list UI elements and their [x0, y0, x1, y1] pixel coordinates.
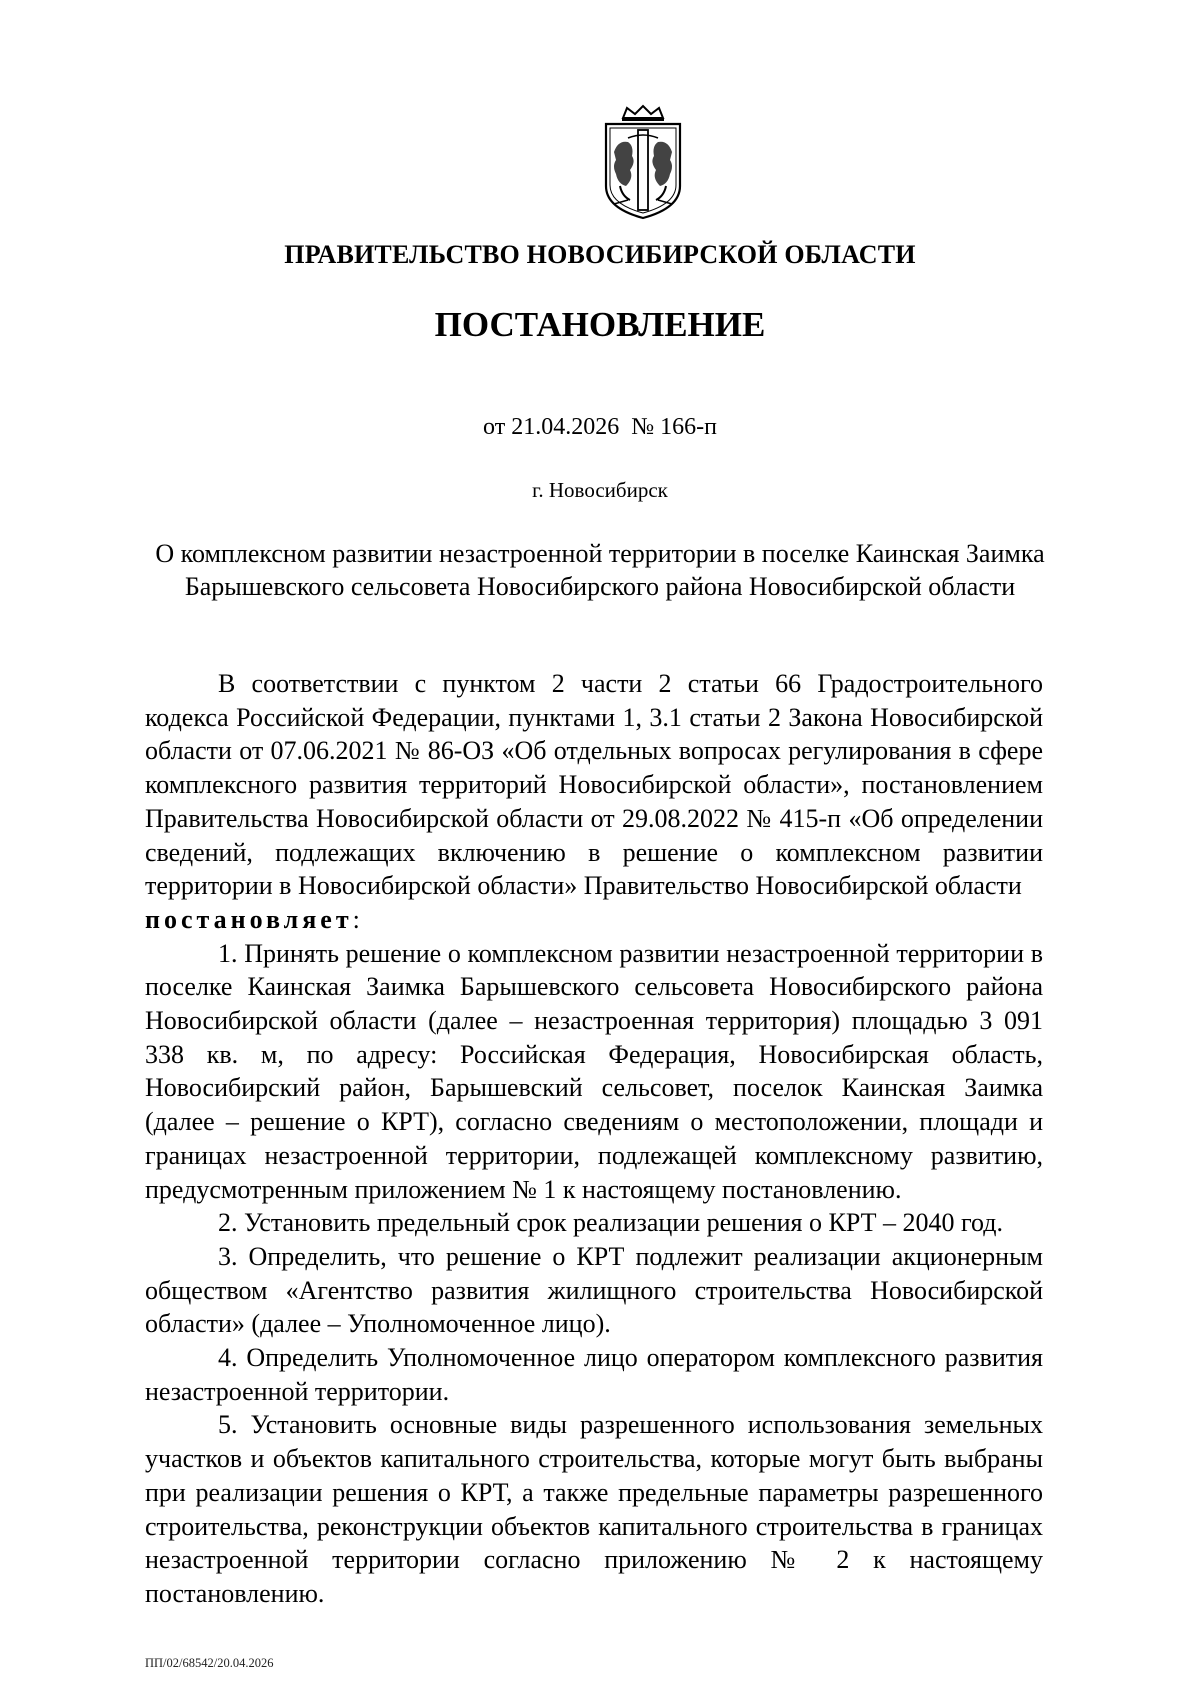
- document-type-title: ПОСТАНОВЛЕНИЕ: [434, 305, 766, 344]
- organization-title: ПРАВИТЕЛЬСТВО НОВОСИБИРСКОЙ ОБЛАСТИ: [284, 240, 916, 269]
- resolves-line: [145, 903, 1043, 937]
- item-paragraph-1: 1. Принять решение о комплексном развитии незастроенной территории в поселке Каинская Заимка Барышевского сельсовета Новосибирского района Новосибирской области (далее – незастроенная территория) площадью 3 091 338 кв. м, по адресу: Российская Федерация, Новосибирская область, Новосибирский район, Барышевский сельсовет, поселок Каинская Заимка (далее – решение о КРТ), согласно сведениям о местоположении, площади и границах незастроенной территории, подлежащей комплексному развитию, предусмотренным приложением № 1 к настоящему постановлению.: [145, 938, 1043, 1204]
- item-paragraph-5: 5. Установить основные виды разрешенного использования земельных участков и объектов капитального строительства, которые могут быть выбраны при реализации решения о КРТ, а также предельные параметры разрешенного строительства, реконструкции объектов капитального строительства в границах незастроенной территории согласно приложению № 2 к настоящему постановлению.: [145, 1410, 1043, 1608]
- preamble-text: В соответствии с пунктом 2 части 2 статьи 66 Градостроительного кодекса Российской Федерации, пунктами 1, 3.1 статьи 2 Закона Новосибирской области от 07.06.2021 № 86-ОЗ «Об отдельных вопросах регулирования в сфере комплексного развития территорий Новосибирской области», постановлением Правительства Новосибирской области от 29.08.2022 № 415-п «Об определении сведений, подлежащих включению в решение о комплексном развитии территории в Новосибирской области» Правительство Новосибирской области: [145, 669, 1043, 901]
- date-number-line: от 21.04.2026 № 166-п: [483, 414, 717, 440]
- document-subject: О комплексном развитии незастроенной территории в поселке Каинская Заимка Барышевского сельсовета Новосибирского района Новосибирской области: [155, 539, 1045, 601]
- resolves-word: постановляет: [145, 904, 353, 934]
- item-paragraph-4: 4. Определить Уполномоченное лицо оператором комплексного развития незастроенной территории.: [145, 1343, 1043, 1406]
- footer-code: ПП/02/68542/20.04.2026: [145, 1656, 274, 1670]
- item-paragraph-3: 3. Определить, что решение о КРТ подлежит реализации акционерным обществом «Агентство развития жилищного строительства Новосибирской области» (далее – Уполномоченное лицо).: [145, 1241, 1043, 1339]
- resolves-colon: :: [352, 904, 360, 934]
- document-body: [145, 667, 1043, 1611]
- city-line: г. Новосибирск: [532, 478, 668, 502]
- novosibirsk-coat-of-arms-icon: [600, 104, 686, 220]
- preamble-paragraph: [145, 667, 1043, 903]
- item-paragraph-2: 2. Установить предельный срок реализации решения о КРТ – 2040 год.: [218, 1208, 1004, 1238]
